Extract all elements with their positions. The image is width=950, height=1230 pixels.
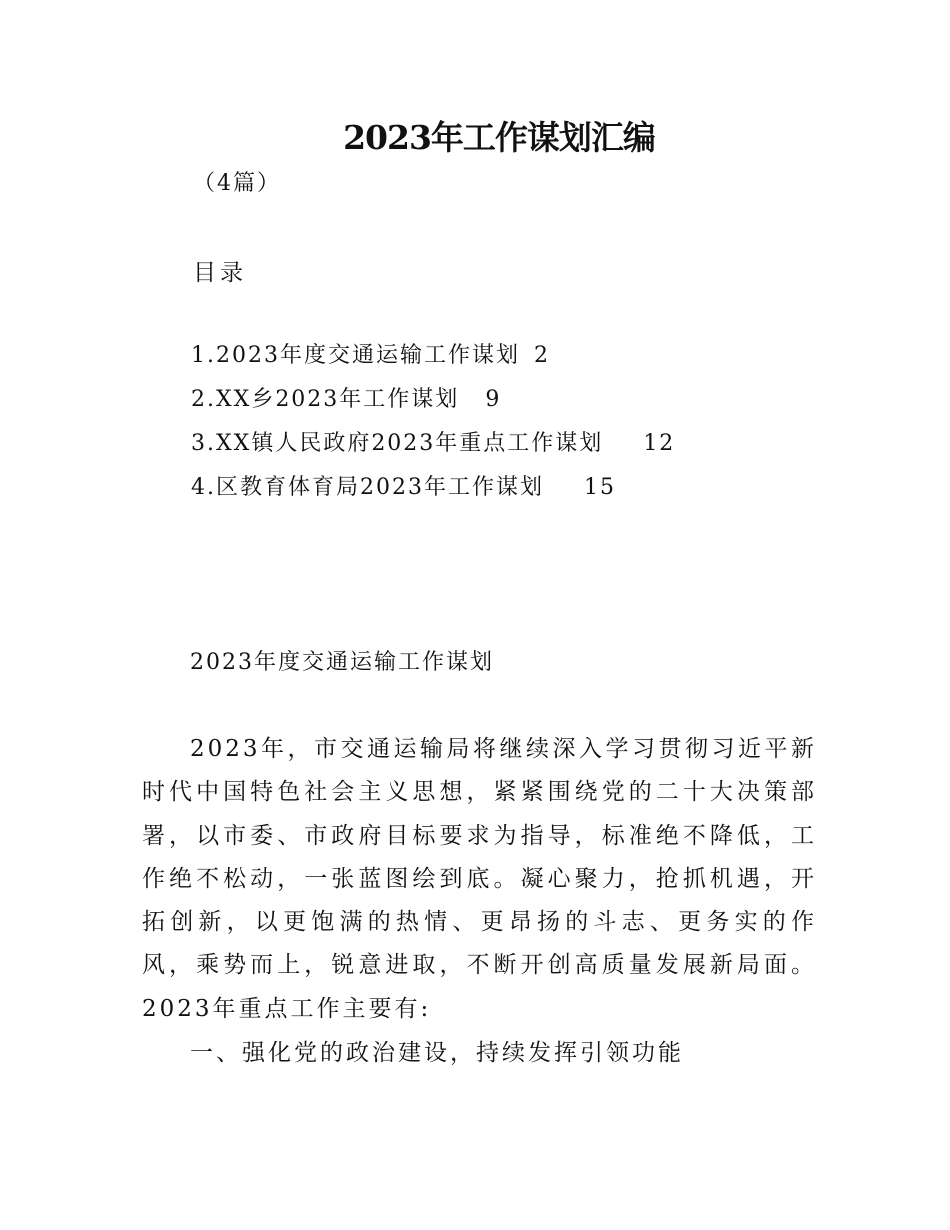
document-title: 2023年工作谋划汇编 bbox=[343, 118, 655, 157]
body-paragraph: 2023年，市交通运输局将继续深入学习贯彻习近平新时代中国特色社会主义思想，紧紧围绕党的二十大决策部署，以市委、市政府目标要求为指导，标准绝不降低，工作绝不松动，一张蓝图绘到底。凝心聚力，抢抓机遇，开拓创新，以更饱满的热情、更昂扬的斗志、更务实的作风，乘势而上，锐意进取，不断开创高质量发展新局面。2023年重点工作主要有: bbox=[142, 736, 817, 1022]
table-of-contents bbox=[191, 338, 675, 514]
toc-item-label: 2.XX乡2023年工作谋划 bbox=[191, 387, 460, 412]
section-heading: 一、强化党的政治建设，持续发挥引领功能 bbox=[190, 1040, 684, 1066]
toc-item bbox=[191, 382, 675, 426]
article-count: （4篇） bbox=[193, 171, 281, 196]
toc-heading: 目录 bbox=[193, 260, 247, 286]
toc-item-page: 12 bbox=[643, 431, 676, 456]
toc-item bbox=[191, 426, 675, 470]
toc-item-label: 3.XX镇人民政府2023年重点工作谋划 bbox=[191, 431, 604, 456]
article-title: 2023年度交通运输工作谋划 bbox=[190, 650, 494, 675]
toc-item-label: 4.区教育体育局2023年工作谋划 bbox=[191, 475, 544, 500]
toc-item-page: 2 bbox=[533, 343, 550, 368]
toc-item bbox=[191, 338, 675, 382]
toc-item-page: 15 bbox=[583, 475, 616, 500]
toc-item-page: 9 bbox=[485, 387, 502, 412]
toc-item-label: 1.2023年度交通运输工作谋划 bbox=[191, 343, 520, 368]
toc-item bbox=[191, 470, 675, 514]
